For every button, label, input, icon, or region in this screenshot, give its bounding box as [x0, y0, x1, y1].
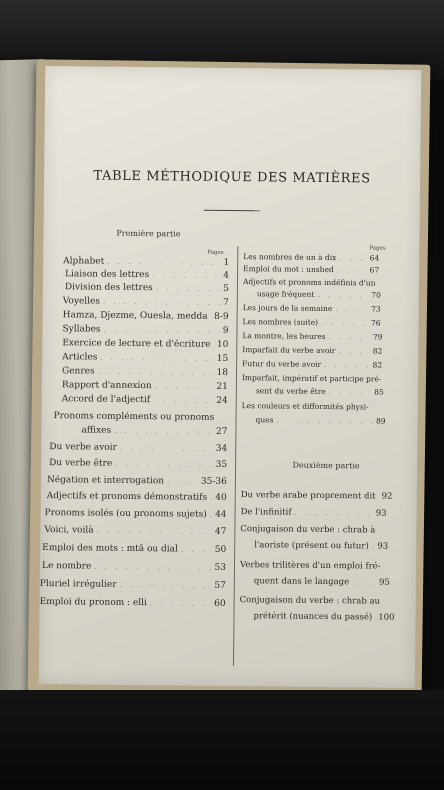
- pages-label-left: Pages: [207, 249, 224, 256]
- toc-entry: Du verbe être . . . 35: [49, 458, 227, 471]
- toc-entry: Rapport d'annexion . . . 21: [62, 380, 228, 393]
- toc-entry: affixes . . . 27: [81, 425, 227, 438]
- toc-entry: Du verbe avoir . . . 34: [49, 442, 227, 455]
- toc-entry: prétérit (nuances du passé) . . . 100: [253, 611, 393, 623]
- toc-entry: Syllabes . . . 9: [62, 324, 228, 337]
- column-divider: [233, 246, 238, 666]
- toc-entry: Hamza, Djezme, Ouesla, medda . . . 8-9: [63, 310, 229, 323]
- toc-entry: Futur du verbe avoir . . . 82: [242, 358, 382, 371]
- toc-entry: usage fréquent . . . 70: [257, 288, 381, 301]
- toc-entry: Genres . . . 18: [62, 366, 228, 379]
- toc-entry: Imparfait du verbe avoir . . . 82: [242, 344, 382, 357]
- part2-heading: Deuxième partie: [292, 460, 360, 471]
- toc-entry: Emploi des mots : mtâ ou dial . . . 50: [42, 543, 226, 556]
- pages-label-right: Pages: [369, 245, 386, 252]
- toc-entry-label-line1: Verbes trilitères d'un emploi fré-: [239, 560, 381, 572]
- page-title: TABLE MÉTHODIQUE DES MATIÈRES: [93, 168, 371, 187]
- toc-entry: Du verbe arabe proprement dit . . . 92: [241, 490, 387, 503]
- toc-entry: De l'infinitif . . . 93: [241, 507, 387, 520]
- toc-entry: Négation et interrogation . . . 35-36: [47, 475, 227, 488]
- toc-entry: Les nombres de un à dix . . . 64: [243, 251, 379, 264]
- toc-entry: quent dans le langage . . . 95: [254, 576, 390, 588]
- book-page: [39, 66, 421, 688]
- part1-heading: Première partie: [116, 228, 181, 239]
- toc-entry-label-line1: Pronoms compléments ou pronoms: [53, 411, 215, 423]
- toc-entry: Alphabet . . . 1: [63, 256, 229, 269]
- toc-entry: Accord de l'adjectif . . . 24: [62, 394, 228, 407]
- toc-entry: Les jours de la semaine . . . 73: [243, 302, 381, 315]
- toc-entry-label-line1: Imparfait, impératif et participe pré-: [241, 373, 382, 384]
- toc-entry-label-line1: Adjectifs et pronoms indéfinis d'un: [242, 277, 376, 288]
- toc-entry: Emploi du mot : unshed . . . 67: [243, 263, 379, 276]
- toc-entry: Articles . . . 15: [62, 352, 228, 365]
- toc-entry: Pluriel irrégulier . . . 57: [40, 579, 226, 592]
- toc-entry-label-line1: Conjugaison du verbe : chrab à: [240, 524, 376, 536]
- toc-entry: Exercice de lecture et d'écriture . . . 10: [62, 338, 228, 351]
- toc-entry: Liaison des lettres . . . 4: [65, 269, 229, 282]
- toc-entry: l'aoriste (présent ou futur) . . . 93: [254, 540, 388, 552]
- background-bottom: [0, 690, 444, 790]
- toc-entry: Pronoms isolés (ou pronoms sujets) . . . 44: [45, 508, 227, 521]
- toc-entry-label-line1: Les couleurs et difformités physi-: [241, 401, 369, 412]
- toc-entry: sent du verbe être . . . 85: [256, 385, 384, 398]
- toc-entry: La montre, les heures . . . 79: [242, 330, 382, 343]
- toc-entry: Les nombres (suite) . . . 76: [243, 316, 381, 329]
- toc-entry: Voici, voilà . . . 47: [44, 525, 226, 538]
- title-rule: [204, 210, 260, 212]
- toc-entry: ques . . . 89: [255, 414, 385, 427]
- toc-entry: Division des lettres . . . 5: [65, 282, 229, 295]
- toc-entry-label-line1: Conjugaison du verbe : chrab au: [239, 595, 381, 607]
- toc-entry: Adjectifs et pronoms démonstratifs . . . 40: [47, 491, 227, 504]
- toc-entry: Emploi du pronom : elli . . . 60: [40, 597, 226, 610]
- toc-entry: Le nombre . . . 53: [42, 561, 226, 574]
- toc-entry: Voyelles . . . 7: [63, 296, 229, 309]
